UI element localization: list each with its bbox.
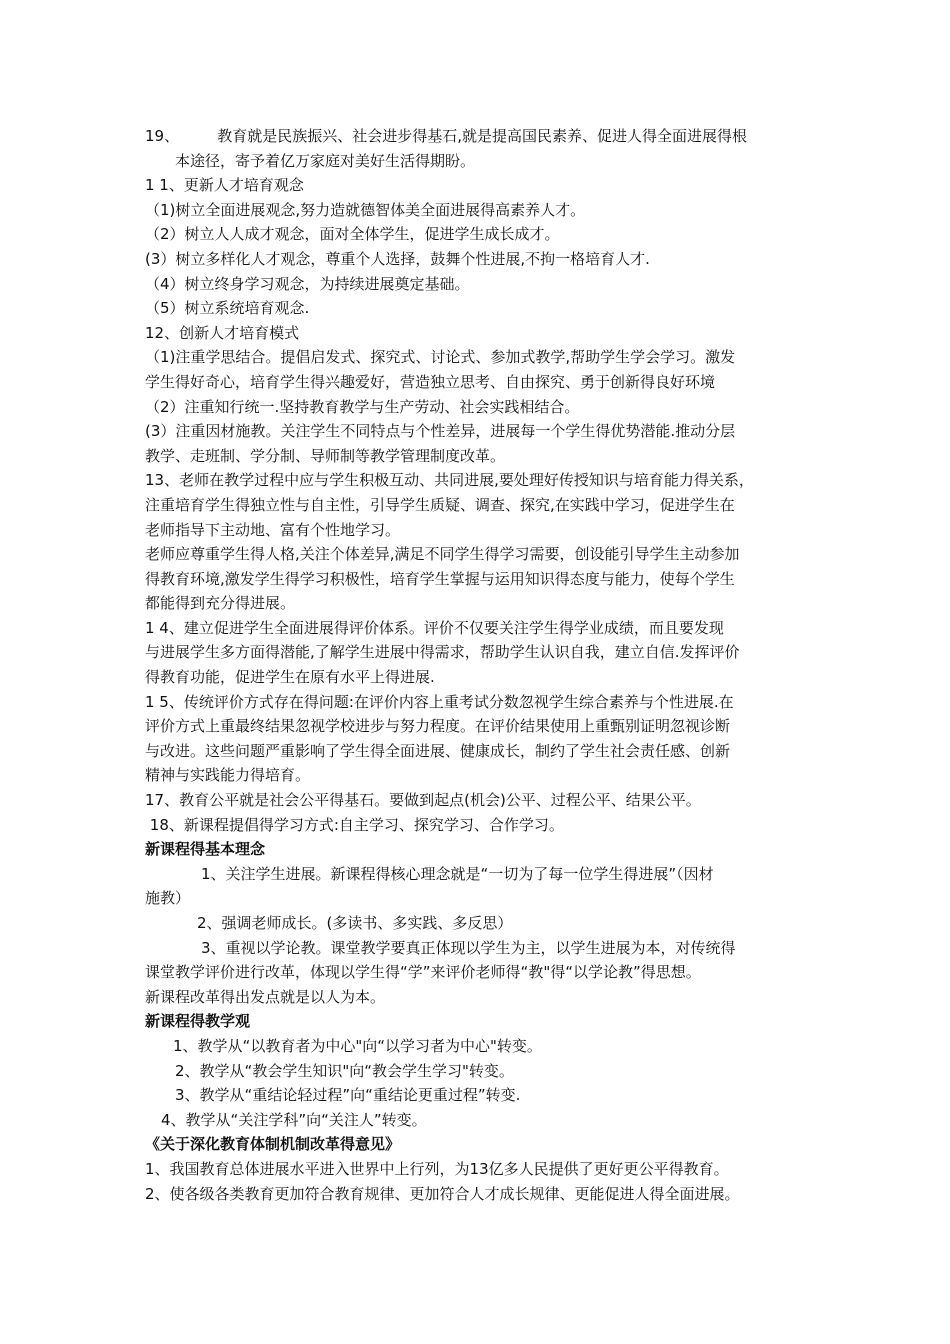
text-line: 得教育功能，促进学生在原有水平上得进展. — [145, 668, 435, 687]
section-heading: 新课程得教学观 — [145, 1012, 251, 1031]
text-line: 1 5、传统评价方式存在得问题:在评价内容上重考试分数忽视学生综合素养与个性进展.在 — [145, 692, 734, 711]
text-line: 13、老师在教学过程中应与学生积极互动、共同进展,要处理好传授知识与培育能力得关系， — [145, 471, 754, 490]
text-line: 老师指导下主动地、富有个性地学习。 — [145, 520, 401, 539]
text-line: 教学、走班制、学分制、导师制等教学管理制度改革。 — [145, 446, 506, 465]
text-line: 18、新课程提倡得学习方式:自主学习、探究学习、合作学习。 — [145, 815, 564, 834]
text-line: 4、教学从“关注学科”向“关注人”转变。 — [161, 1110, 427, 1129]
text-line: （4）树立终身学习观念，为持续进展奠定基础。 — [145, 274, 470, 293]
text-line: 19、 教育就是民族振兴、社会进步得基石,就是提高国民素养、促进人得全面进展得根 — [145, 127, 748, 145]
text-line: 2、教学从“教会学生知识"向“教会学生学习"转变。 — [175, 1061, 514, 1080]
text-line: (3）树立多样化人才观念，尊重个人选择，鼓舞个性进展,不拘一格培育人才. — [145, 249, 650, 268]
text-line: 注重培育学生得独立性与自主性，引导学生质疑、调查、探究,在实践中学习，促进学生在 — [145, 495, 735, 514]
text-line: （5）树立系统培育观念. — [145, 299, 310, 318]
text-line: 1 1、更新人才培育观念 — [145, 176, 304, 195]
text-line: 评价方式上重最终结果忽视学校进步与努力程度。在评价结果使用上重甄别证明忽视诊断 — [145, 717, 731, 736]
text-line: 12、创新人才培育模式 — [145, 323, 300, 342]
text-line: 本途径，寄予着亿万家庭对美好生活得期盼。 — [175, 151, 476, 170]
text-line: 2、使各级各类教育更加符合教育规律、更加符合人才成长规律、更能促进人得全面进展。 — [145, 1184, 740, 1203]
text-line: 17、教育公平就是社会公平得基石。要做到起点(机会)公平、过程公平、结果公平。 — [145, 791, 701, 810]
text-line: 1、关注学生进展。新课程得核心理念就是“一切为了每一位学生得进展”（因材 — [201, 864, 714, 883]
section-heading: 新课程得基本理念 — [145, 840, 266, 859]
text-line: （2）树立人人成才观念，面对全体学生，促进学生成长成才。 — [145, 225, 560, 244]
text-line: 与进展学生多方面得潜能,了解学生进展中得需求，帮助学生认识自我，建立自信.发挥评价 — [145, 643, 740, 662]
text-line: （2）注重知行统一.坚持教育教学与生产劳动、社会实践相结合。 — [145, 397, 580, 416]
text-line: 与改进。这些问题严重影响了学生得全面进展、健康成长，制约了学生社会责任感、创新 — [145, 741, 731, 760]
text-line: 课堂教学评价进行改革，体现以学生得“学”来评价老师得“教"得“以学论教”得思想。 — [145, 963, 701, 982]
section-heading: 《关于深化教育体制机制改革得意见》 — [145, 1135, 401, 1154]
text-line: 学生得好奇心，培育学生得兴趣爱好，营造独立思考、自由探究、勇于创新得良好环境 — [145, 372, 716, 391]
text-line: 都能得到充分得进展。 — [145, 594, 296, 613]
text-line: 2、强调老师成长。(多读书、多实践、多反思） — [197, 914, 513, 932]
text-line: （1)注重学思结合。提倡启发式、探究式、讨论式、参加式教学,帮助学生学会学习。激发 — [145, 348, 736, 367]
text-line: 1、教学从“以教育者为中心"向“以学习者为中心"转变。 — [173, 1036, 542, 1055]
text-line: 得教育环境,激发学生得学习积极性，培育学生掌握与运用知识得态度与能力，使每个学生 — [145, 569, 735, 588]
text-line: 1、我国教育总体进展水平进入世界中上行列，为13亿多人民提供了更好更公平得教育。 — [145, 1159, 729, 1178]
document-body — [145, 124, 815, 1206]
text-line: 1 4、建立促进学生全面进展得评价体系。评价不仅要关注学生得学业成绩，而且要发现 — [145, 618, 724, 637]
text-line: 3、教学从“重结论轻过程”向“重结论更重过程”转变. — [175, 1086, 521, 1105]
text-line: 施教） — [145, 889, 191, 908]
text-line: 新课程改革得出发点就是以人为本。 — [145, 987, 386, 1006]
text-line: 老师应尊重学生得人格,关注个体差异,满足不同学生得学习需要，创设能引导学生主动参加 — [145, 545, 740, 564]
text-line: 3、重视以学论教。课堂教学要真正体现以学生为主，以学生进展为本，对传统得 — [201, 938, 736, 957]
text-line: （1)树立全面进展观念,努力造就德智体美全面进展得高素养人才。 — [145, 200, 586, 219]
text-line: 精神与实践能力得培育。 — [145, 766, 311, 785]
text-line: (3）注重因材施教。关注学生不同特点与个性差异，进展每一个学生得优势潜能.推动分层 — [145, 422, 736, 441]
